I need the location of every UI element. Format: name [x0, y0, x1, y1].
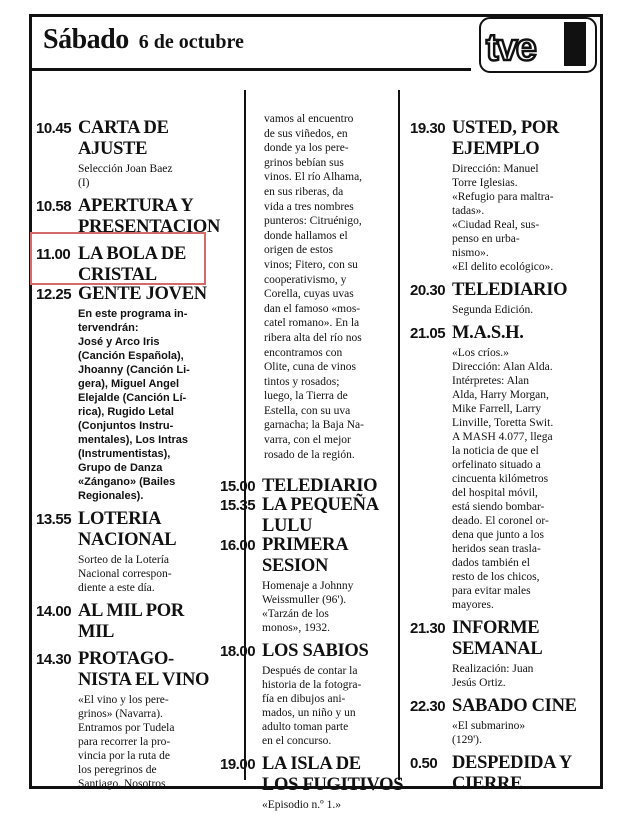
program-time: 16.00 — [220, 537, 256, 555]
program-desc: Segunda Edición. — [452, 304, 534, 316]
program-desc: Sorteo de la Lotería Nacional correspon- diente a este día. — [78, 554, 172, 594]
program-title: AL MIL POR MIL — [78, 601, 184, 642]
program-time: 19.30 — [410, 120, 446, 137]
program-time: 15.00 — [220, 478, 256, 496]
program-entry — [410, 696, 596, 747]
program-entry — [410, 753, 596, 795]
svg-text:tve: tve — [486, 27, 535, 69]
column-2 — [220, 114, 414, 818]
program-desc: «Episodio n.º 1.» — [262, 799, 341, 812]
program-entry — [220, 641, 414, 748]
continuation-text: vamos al encuentro de sus viñedos, en donde ya los pere- grinos bebían sus vinos. El río Alhama, en sus riberas, da vida a tres nombres punteros: Citruénigo, donde hallamos el origen de estos vinos; Fitero, con su cooperativismo, y Corella, cuyas uvas dan el famoso «mos- catel romano». En la ribera alta del río nos encontramos con Olite, cuna de vinos tintos y rosados; luego, la Tierra de Estella, con su uva garnacha; la Baja Na- varra, con el mejor rosado de la región. — [264, 113, 364, 461]
program-time: 11.00 — [36, 246, 71, 263]
program-desc: En este programa in- tervendrán: José y Arco Iris (Canción Española), Jhoanny (Canción Li- gera), Miguel Angel Elejalde (Canción Lí- rica), Rugido Letal (Conjuntos Instru- mentales), Los Intras (Instrumentistas), Grupo de Danza «Zángano» (Bailes Regionales). — [78, 308, 190, 502]
program-title: LA BOLA DE CRISTAL — [78, 244, 187, 285]
program-title: PRIMERA SESION — [262, 535, 349, 577]
program-title: SABADO CINE — [452, 696, 577, 716]
program-desc: «Los críos.» Dirección: Alan Alda. Intérpretes: Alan Alda, Harry Morgan, Mike Farrell, Larry Linville, Toretta Swit. A MASH 4.077, llega la noticia de que el orfelinato situado a cincuenta kilómetros del hospital móvil, está siendo bombar- deado. El coronel or- dena que junto a los heridos sean trasla- dados también el resto de los chicos, para evitar males mayores. — [452, 347, 554, 611]
program-title: M.A.S.H. — [452, 323, 524, 343]
program-title: CARTA DE AJUSTE — [78, 118, 169, 159]
program-desc: Selección Joan Baez (I) — [78, 163, 173, 189]
program-desc: Realización: Juan Jesús Ortiz. — [452, 663, 534, 689]
program-title: LOTERIA NACIONAL — [78, 509, 177, 550]
program-time: 18.00 — [220, 643, 256, 661]
highlight-box — [30, 232, 206, 285]
program-title: PROTAGO- NISTA EL VINO — [78, 649, 210, 690]
program-desc: «El submarino» (129'). — [452, 720, 526, 746]
program-title: INFORME SEMANAL — [452, 618, 543, 659]
date-subtitle: 6 de octubre — [138, 31, 244, 53]
page-header — [43, 24, 244, 56]
column-3 — [410, 118, 596, 801]
program-entry — [36, 118, 238, 190]
program-title: APERTURA Y PRESENTACION — [78, 196, 221, 237]
program-desc: Dirección: Manuel Torre Iglesias. «Refugio para maltra- tadas». «Ciudad Real, sus- penso en urba- nismo». «El delito ecológico». — [452, 163, 554, 273]
program-time: 20.30 — [410, 282, 446, 299]
program-title: LA PEQUEÑA LULU — [262, 495, 379, 537]
program-time: 14.00 — [36, 603, 72, 620]
program-title: TELEDIARIO — [452, 280, 568, 300]
program-time: 21.05 — [410, 325, 446, 342]
program-title: USTED, POR EJEMPLO — [452, 118, 559, 159]
program-time: 22.30 — [410, 698, 446, 715]
program-time: 15.35 — [220, 497, 256, 515]
program-time: 19.00 — [220, 756, 256, 774]
header-rule — [29, 68, 471, 71]
program-entry — [410, 618, 596, 690]
column-1 — [36, 118, 238, 797]
program-time: 0.50 — [410, 755, 438, 772]
program-time: 21.30 — [410, 620, 446, 637]
program-desc: Homenaje a Johnny Weissmuller (96'). «Tarzán de los monos», 1932. — [262, 580, 354, 635]
day-title: Sábado — [43, 24, 129, 55]
program-title: TELEDIARIO — [262, 476, 378, 497]
program-time: 10.45 — [36, 120, 72, 137]
program-entry — [410, 118, 596, 274]
program-title: DESPEDIDA Y CIERRE — [452, 753, 572, 794]
program-entry — [36, 649, 238, 791]
program-entry — [220, 535, 414, 635]
tve1-logo — [478, 16, 598, 74]
program-title: LOS SABIOS — [262, 641, 369, 662]
program-time: 13.55 — [36, 511, 72, 528]
program-desc: Después de contar la historia de la fotogra- fía en dibujos ani- mados, un niño y un adulto toman parte en el concurso. — [262, 665, 362, 748]
program-title: LA ISLA DE LOS FUGITIVOS — [262, 754, 404, 796]
program-entry — [220, 754, 414, 812]
program-title: GENTE JOVEN — [78, 284, 207, 304]
program-entry — [410, 323, 596, 612]
program-time: 10.58 — [36, 198, 72, 215]
program-entry — [36, 601, 238, 643]
program-entry — [36, 284, 238, 503]
program-entry — [220, 495, 414, 537]
program-entry — [410, 280, 596, 317]
program-desc: «El vino y los pere- grinos» (Navarra). Entramos por Tudela para recorrer la pro- vincia por la ruta de los peregrinos de Santiago. Nosotros — [78, 694, 175, 790]
program-time: 12.25 — [36, 286, 72, 303]
program-time: 14.30 — [36, 651, 72, 668]
program-entry — [36, 509, 238, 595]
